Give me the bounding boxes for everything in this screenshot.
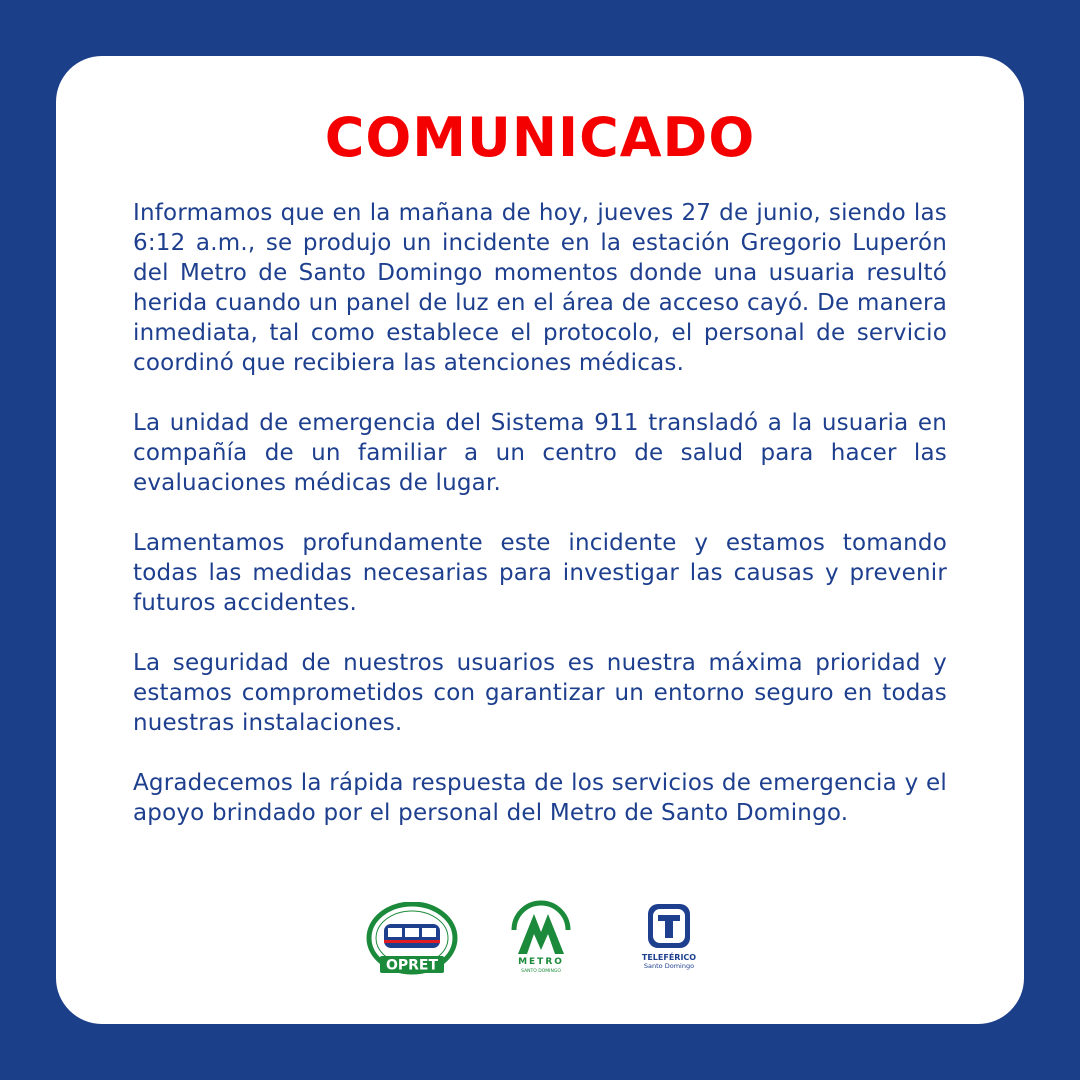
paragraph-5: Agradecemos la rápida respuesta de los servicios de emergencia y el apoyo brindado por el personal del Metro de Santo Domingo. <box>133 770 947 826</box>
announcement-body <box>133 198 947 828</box>
opret-logo <box>366 902 458 978</box>
metro-sublabel: SANTO DOMINGO <box>521 969 561 974</box>
paragraph-4: La seguridad de nuestros usuarios es nuestra máxima prioridad y estamos comprometidos con garantizar un entorno seguro en todas nuestras instalaciones. <box>133 650 947 736</box>
metro-label: METRO <box>518 957 564 967</box>
teleferico-label: TELEFÉRICO <box>641 953 697 962</box>
page-title: COMUNICADO <box>324 106 756 169</box>
metro-logo <box>510 896 572 976</box>
teleferico-logo <box>633 898 705 972</box>
paragraph-2: La unidad de emergencia del Sistema 911 transladó a la usuaria en compañía de un familiar a un centro de salud para hacer las evaluaciones médicas de lugar. <box>133 410 947 496</box>
teleferico-sublabel: Santo Domingo <box>643 962 695 970</box>
opret-label: OPRET <box>385 957 439 974</box>
paragraph-1: Informamos que en la mañana de hoy, jueves 27 de junio, siendo las 6:12 a.m., se produjo un incidente en la estación Gregorio Luperón del Metro de Santo Domingo momentos donde una usuaria resultó herida cuando un panel de luz en el área de acceso cayó. De manera inmediata, tal como establece el protocolo, el personal de servicio coordinó que recibiera las atenciones médicas. <box>133 200 947 376</box>
paragraph-3: Lamentamos profundamente este incidente y estamos tomando todas las medidas necesarias para investigar las causas y prevenir futuros accidentes. <box>133 530 947 616</box>
